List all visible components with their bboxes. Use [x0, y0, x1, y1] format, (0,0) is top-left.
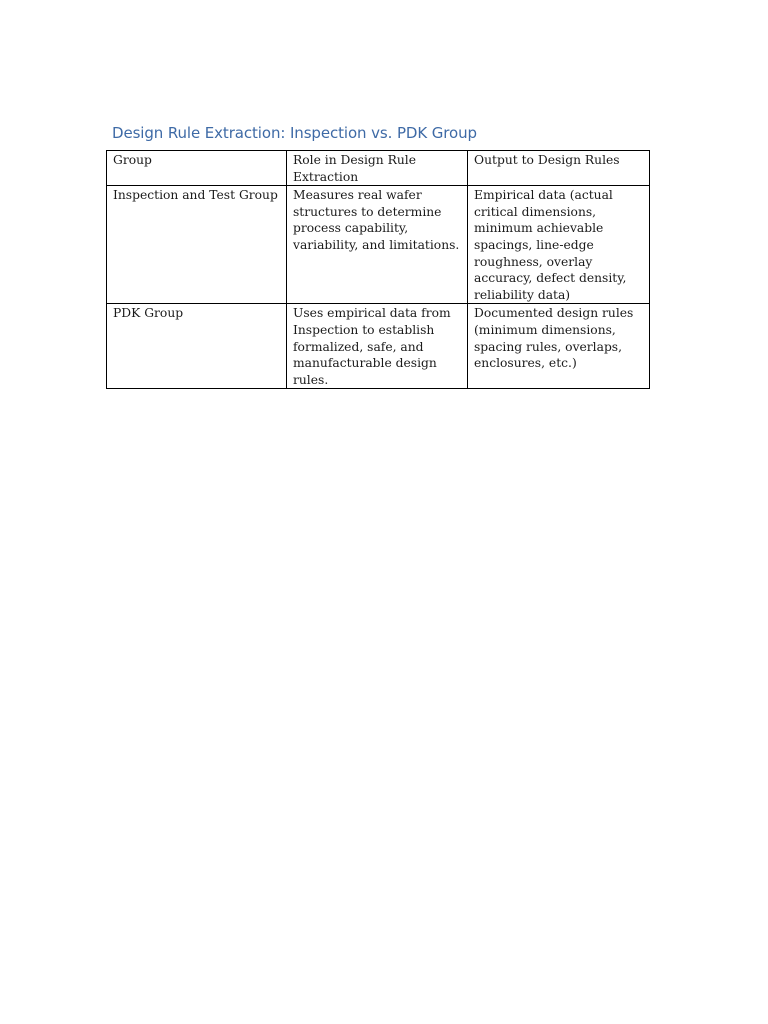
table-cell-output: Empirical data (actual critical dimensions, minimum achievable spacings, line-edge roughness, overlay accuracy, defect density, reliability data)	[468, 186, 650, 304]
table-cell-role: Uses empirical data from Inspection to establish formalized, safe, and manufacturable design rules.	[287, 304, 468, 389]
header-cell-group: Group	[107, 151, 287, 186]
table-header-row	[107, 151, 650, 186]
design-rule-table	[106, 150, 650, 389]
header-cell-role: Role in Design Rule Extraction	[287, 151, 468, 186]
table-cell-output: Documented design rules (minimum dimensions, spacing rules, overlaps, enclosures, etc.)	[468, 304, 650, 389]
table-cell-group: Inspection and Test Group	[107, 186, 287, 304]
table-row	[107, 186, 650, 304]
header-cell-output: Output to Design Rules	[468, 151, 650, 186]
document-title: Design Rule Extraction: Inspection vs. PDK Group	[112, 124, 477, 142]
table-cell-group: PDK Group	[107, 304, 287, 389]
table-row	[107, 304, 650, 389]
table-cell-role: Measures real wafer structures to determine process capability, variability, and limitations.	[287, 186, 468, 304]
